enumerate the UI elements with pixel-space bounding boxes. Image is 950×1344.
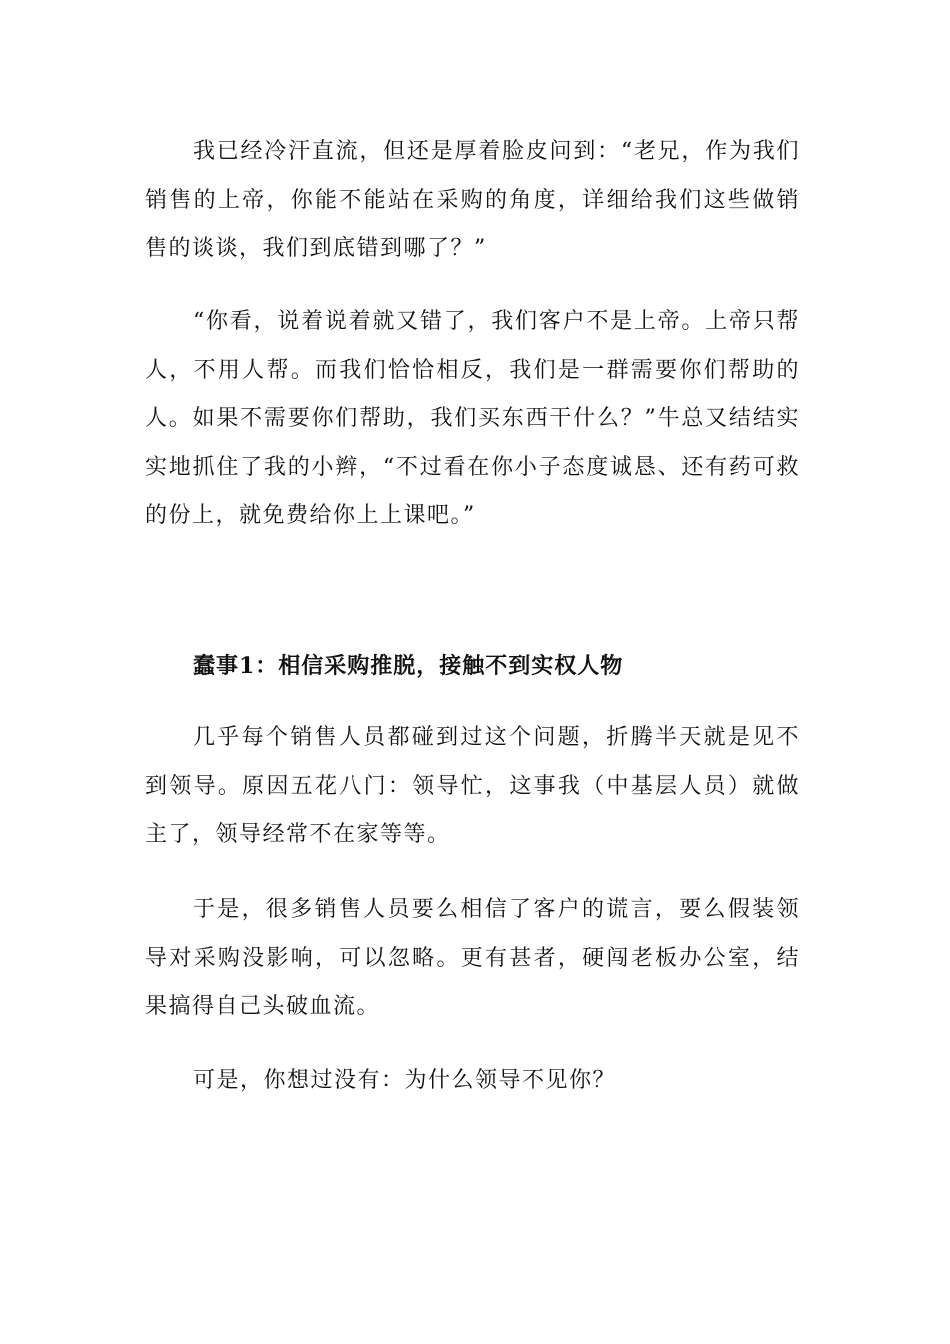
paragraph-common-problem: 几乎每个销售人员都碰到过这个问题，折腾半天就是见不到领导。原因五花八门：领导忙，这事我（中基层人员）就做主了，领导经常不在家等等。 (145, 725, 800, 847)
paragraph-intro-question: 我已经冷汗直流，但还是厚着脸皮问到：“老兄，作为我们销售的上帝，你能不能站在采购的角度，详细给我们这些做销售的谈谈，我们到底错到哪了？” (145, 139, 800, 261)
paragraph-closing-question: 可是，你想过没有：为什么领导不见你？ (193, 1068, 617, 1093)
paragraph-customer-reply: “你看，说着说着就又错了，我们客户不是上帝。上帝只帮人，不用人帮。而我们恰恰相反，我们是一群需要你们帮助的人。如果不需要你们帮助，我们买东西干什么？”牛总又结结实实地抓住了我的小辫，“不过看在你小子态度诚恳、还有药可救的份上，就免费给你上上课吧。” (145, 309, 800, 528)
paragraph-sales-reaction: 于是，很多销售人员要么相信了客户的谎言，要么假装领导对采购没影响，可以忽略。更有甚者，硬闯老板办公室，结果搞得自己头破血流。 (145, 897, 800, 1019)
section-heading: 蠢事1：相信采购推脱，接触不到实权人物 (193, 653, 624, 679)
